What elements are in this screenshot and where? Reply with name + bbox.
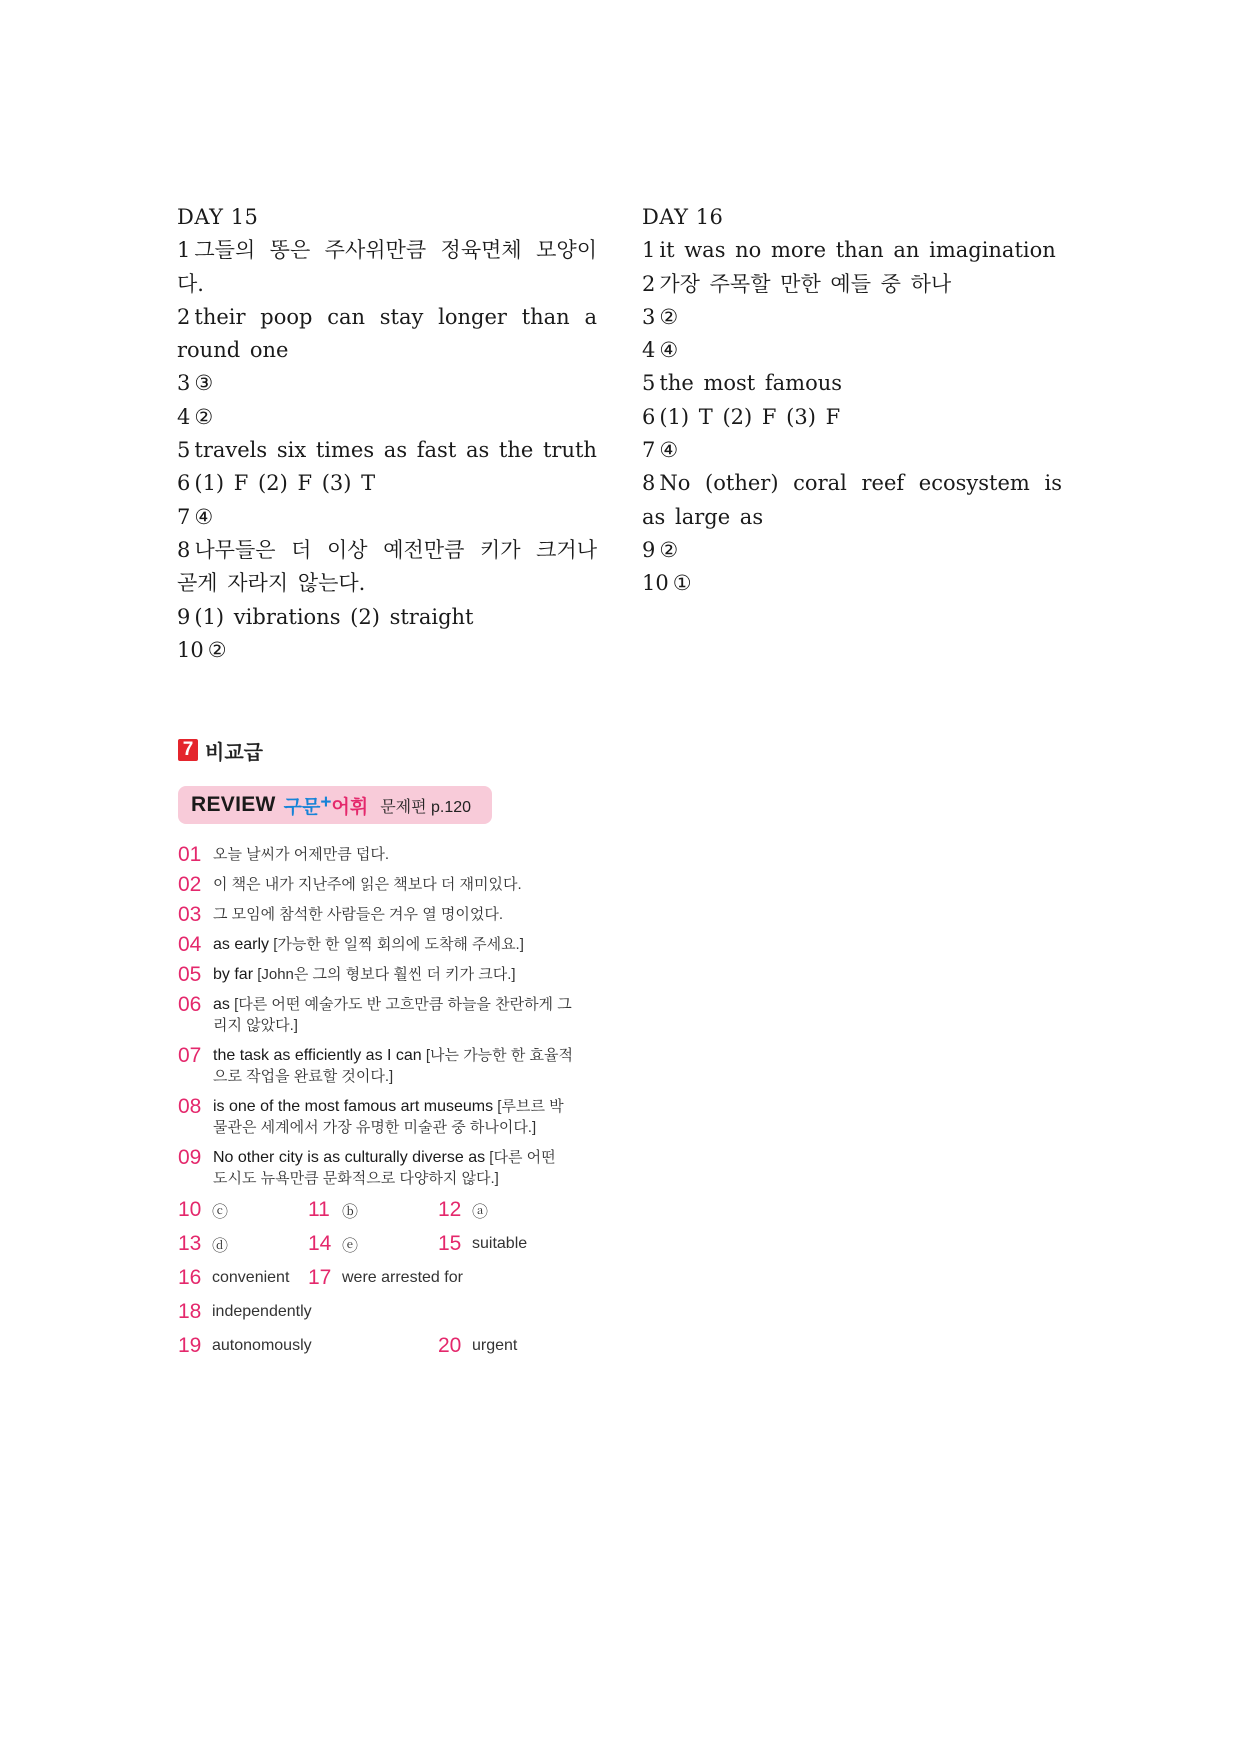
answer-number: 5 [642, 371, 656, 396]
short-answer [308, 1198, 438, 1222]
short-answer [308, 1266, 598, 1290]
item-text: ⓓ [212, 1237, 229, 1255]
answer-item [642, 334, 1062, 367]
answer-number: 1 [642, 238, 656, 263]
answer-number: 5 [177, 438, 191, 463]
item-text: ⓐ [472, 1203, 489, 1221]
item-text: [나는 가능한 한 효율적으로 작업을 완료할 것이다.] [213, 1047, 573, 1085]
answer-text: ② [659, 304, 679, 329]
banner-vocab: 어휘 [331, 796, 369, 818]
item-number: 20 [438, 1334, 462, 1357]
answer-number: 3 [642, 304, 656, 329]
short-answer [178, 1334, 438, 1358]
answer-number: 8 [642, 471, 656, 496]
answer-text: ② [659, 537, 679, 562]
item-number: 03 [178, 903, 202, 926]
item-text: ⓒ [212, 1203, 229, 1221]
review-banner [178, 786, 492, 824]
review-item [178, 844, 598, 865]
answer-item [642, 434, 1062, 467]
answer-text: (1) F (2) F (3) T [194, 471, 376, 496]
review-item [178, 1096, 598, 1138]
item-text: [John은 그의 형보다 훨씬 더 키가 크다.] [257, 966, 516, 983]
short-answer [438, 1232, 598, 1256]
answer-text: ③ [194, 371, 214, 396]
banner-page-ref: 문제편 p.120 [380, 798, 472, 816]
short-answer [438, 1198, 598, 1222]
answer-item [177, 534, 597, 601]
answer-item [642, 401, 1062, 434]
item-number: 16 [178, 1266, 202, 1289]
answer-item [177, 367, 597, 400]
short-answer [178, 1266, 308, 1290]
item-text: were arrested for [342, 1269, 463, 1286]
answer-item [177, 634, 597, 667]
short-answer-spacer [438, 1300, 598, 1324]
item-english: is one of the most famous art museums [213, 1098, 494, 1115]
answer-item [177, 467, 597, 500]
item-number: 07 [178, 1044, 202, 1067]
review-item [178, 934, 598, 955]
answer-number: 8 [177, 537, 191, 562]
item-number: 14 [308, 1232, 332, 1255]
item-text: [다른 어떤 예술가도 반 고흐만큼 하늘을 찬란하게 그리지 않았다.] [213, 996, 572, 1034]
banner-grammar: 구문 [283, 796, 321, 818]
item-text: autonomously [212, 1337, 312, 1354]
answer-text: (1) T (2) F (3) F [659, 404, 841, 429]
item-text: [루브르 박물관은 세계에서 가장 유명한 미술관 중 하나이다.] [213, 1098, 564, 1136]
answer-text: ④ [659, 338, 679, 363]
answer-number: 2 [177, 304, 191, 329]
item-number: 17 [308, 1266, 332, 1289]
item-text: urgent [472, 1337, 518, 1354]
item-text: 오늘 날씨가 어제만큼 덥다. [213, 846, 390, 863]
short-answer [178, 1198, 308, 1222]
short-answer [178, 1300, 438, 1324]
answer-item [642, 301, 1062, 334]
answer-item [177, 401, 597, 434]
item-number: 12 [438, 1198, 462, 1221]
item-number: 10 [178, 1198, 202, 1221]
answer-text: (1) vibrations (2) straight [194, 604, 474, 629]
item-number: 15 [438, 1232, 462, 1255]
short-answer [308, 1232, 438, 1256]
review-item [178, 994, 598, 1036]
banner-plus: + [320, 791, 332, 813]
section-title: 비교급 [205, 741, 263, 764]
item-english: the task as efficiently as I can [213, 1047, 422, 1064]
item-text: 그 모임에 참석한 사람들은 겨우 열 명이었다. [213, 906, 503, 923]
answer-item [177, 501, 597, 534]
item-number: 09 [178, 1146, 202, 1169]
item-number: 06 [178, 993, 202, 1016]
answer-number: 1 [177, 238, 191, 263]
answer-number: 10 [642, 571, 669, 596]
short-answer [178, 1232, 308, 1256]
item-text: suitable [472, 1235, 528, 1252]
item-text: [가능한 한 일찍 회의에 도착해 주세요.] [273, 936, 524, 953]
answer-number: 10 [177, 637, 204, 662]
day16-column [642, 201, 1062, 601]
answer-number: 3 [177, 371, 191, 396]
answer-number: 2 [642, 271, 656, 296]
answer-item [642, 467, 1062, 534]
banner-grammar-vocab [284, 792, 369, 819]
day15-title: DAY 15 [177, 205, 259, 229]
item-number: 11 [308, 1198, 330, 1221]
answer-text: it was no more than an imagination [659, 238, 1056, 263]
answer-number: 6 [642, 404, 656, 429]
answer-item [177, 601, 597, 634]
banner-review-word: REVIEW [191, 793, 276, 816]
answer-text: ② [194, 404, 214, 429]
answer-item [642, 534, 1062, 567]
answer-text: ④ [659, 438, 679, 463]
answer-text: 그들의 똥은 주사위만큼 정육면체 모양이다. [177, 238, 597, 296]
answer-number: 9 [642, 537, 656, 562]
item-number: 08 [178, 1095, 202, 1118]
answer-text: No (other) coral reef ecosystem is as large as [642, 471, 1062, 529]
answer-number: 7 [642, 438, 656, 463]
answer-text: travels six times as fast as the truth [194, 438, 597, 463]
item-number: 13 [178, 1232, 202, 1255]
answer-item [177, 234, 597, 301]
item-english: as early [213, 936, 270, 953]
item-text: convenient [212, 1269, 290, 1286]
answer-text: the most famous [659, 371, 843, 396]
answer-number: 6 [177, 471, 191, 496]
answer-item [177, 434, 597, 467]
day16-title: DAY 16 [642, 205, 724, 229]
day15-column [177, 201, 597, 667]
answer-number: 7 [177, 504, 191, 529]
answer-text: ④ [194, 504, 214, 529]
item-number: 01 [178, 843, 202, 866]
item-number: 04 [178, 933, 202, 956]
review-section [178, 735, 598, 1358]
answer-text: 가장 주목할 만한 예들 중 하나 [659, 271, 952, 296]
section-header [178, 735, 598, 765]
item-english: as [213, 996, 230, 1013]
answer-number: 4 [177, 404, 191, 429]
review-item [178, 1045, 598, 1087]
item-text: ⓔ [342, 1237, 359, 1255]
item-text: [다른 어떤 도시도 뉴욕만큼 문화적으로 다양하지 않다.] [213, 1149, 556, 1187]
item-number: 18 [178, 1300, 202, 1323]
answer-number: 9 [177, 604, 191, 629]
answer-item [642, 567, 1062, 600]
item-number: 19 [178, 1334, 202, 1357]
item-number: 05 [178, 963, 202, 986]
item-text: 이 책은 내가 지난주에 읽은 책보다 더 재미있다. [213, 876, 522, 893]
review-item [178, 1147, 598, 1189]
answer-item [177, 301, 597, 368]
item-english: by far [213, 966, 254, 983]
answer-text: their poop can stay longer than a round one [177, 304, 597, 363]
item-text: independently [212, 1303, 312, 1320]
review-item [178, 874, 598, 895]
answer-item [642, 234, 1062, 267]
review-items [178, 844, 598, 1189]
review-item [178, 964, 598, 985]
answer-text: ① [672, 571, 692, 596]
short-answer [438, 1334, 598, 1358]
answer-text: ② [207, 637, 227, 662]
answer-number: 4 [642, 338, 656, 363]
section-number-badge: 7 [178, 739, 198, 761]
answer-item [642, 367, 1062, 400]
review-item [178, 904, 598, 925]
answer-item [642, 268, 1062, 301]
answer-text: 나무들은 더 이상 예전만큼 키가 크거나 곧게 자라지 않는다. [177, 537, 597, 596]
review-short-answers [178, 1198, 598, 1358]
item-number: 02 [178, 873, 202, 896]
item-english: No other city is as culturally diverse as [213, 1149, 486, 1166]
item-text: ⓑ [342, 1203, 359, 1221]
